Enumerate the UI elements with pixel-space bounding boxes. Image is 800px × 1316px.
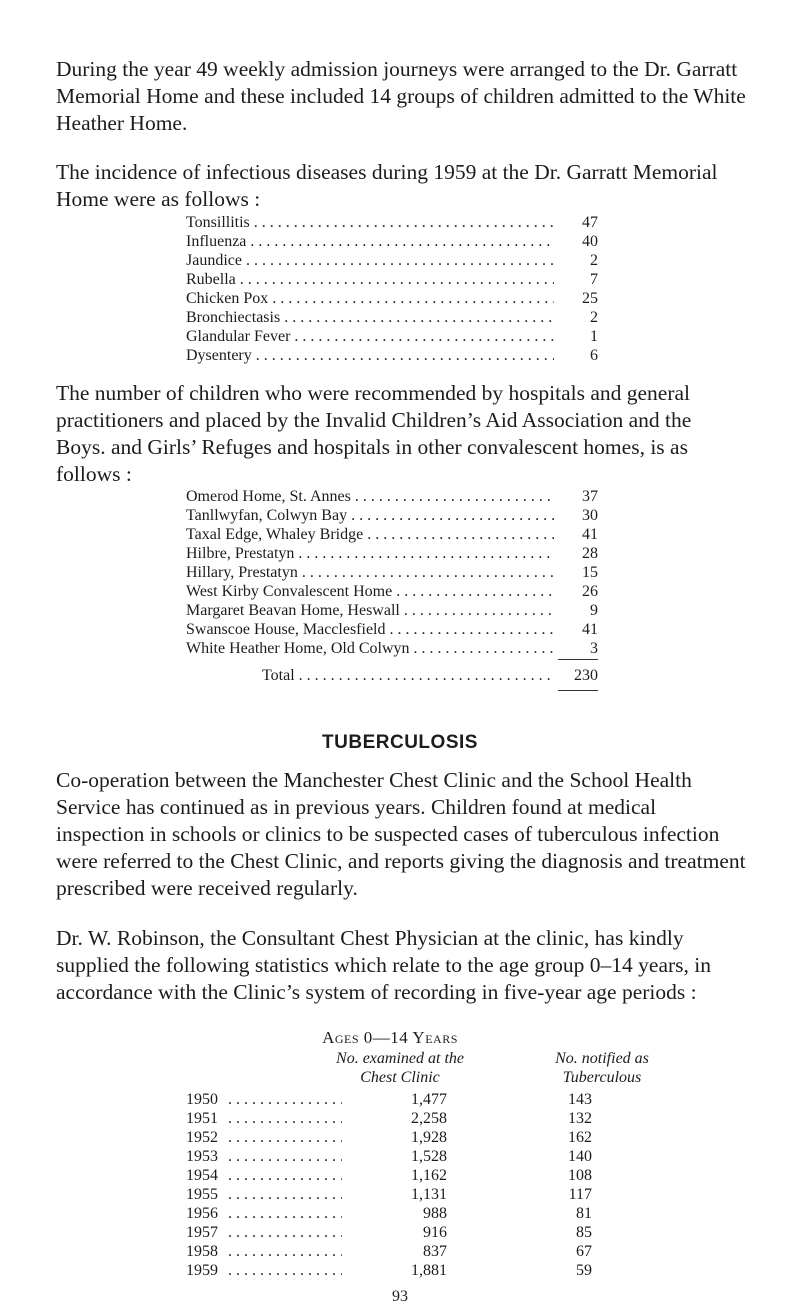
- year-cell: 1955: [186, 1186, 218, 1203]
- year-cell: 1953: [186, 1148, 218, 1165]
- list-item: [186, 620, 598, 639]
- list-item: [186, 251, 598, 270]
- year-cell: 1959: [186, 1262, 218, 1279]
- examined-cell: 1,131: [411, 1186, 447, 1203]
- examined-cell: 988: [423, 1205, 447, 1222]
- total-rule-top: [558, 659, 598, 660]
- disease-name: Tonsillitis: [186, 214, 250, 231]
- column-header-line: Tuberculous: [562, 1069, 642, 1086]
- home-name: Hillary, Prestatyn: [186, 564, 298, 581]
- notified-cell: 108: [568, 1167, 592, 1184]
- disease-name: Rubella: [186, 271, 236, 288]
- notified-cell: 143: [568, 1091, 592, 1108]
- home-name: Tanllwyfan, Colwyn Bay: [186, 507, 348, 524]
- list-item: [186, 327, 598, 346]
- list-item: [186, 563, 598, 582]
- examined-cell: 837: [423, 1243, 447, 1260]
- total-label: Total: [262, 667, 295, 684]
- list-item: [186, 544, 598, 563]
- total-value: 230: [574, 667, 598, 684]
- home-count: 15: [582, 564, 598, 581]
- examined-cell: 916: [423, 1224, 447, 1241]
- disease-count: 7: [590, 271, 598, 288]
- total-rule-bottom: [558, 690, 598, 691]
- year-cell: 1958: [186, 1243, 218, 1260]
- disease-name: Chicken Pox: [186, 290, 269, 307]
- convalescent-homes-list: [186, 487, 598, 658]
- notified-cell: 81: [576, 1205, 592, 1222]
- paragraph-infectious-diseases-intro: [56, 159, 746, 213]
- list-item: [186, 506, 598, 525]
- table-row: [186, 1261, 666, 1280]
- disease-name: Bronchiectasis: [186, 309, 281, 326]
- notified-cell: 67: [576, 1243, 592, 1260]
- home-name: Swanscoe House, Macclesfield: [186, 621, 386, 638]
- table-row: [186, 1109, 666, 1128]
- table-row: [186, 1204, 666, 1223]
- home-count: 41: [582, 526, 598, 543]
- list-item: [186, 213, 598, 232]
- table-title: Ages 0—14 Years: [322, 1028, 458, 1047]
- list-item: [186, 232, 598, 251]
- year-cell: 1952: [186, 1129, 218, 1146]
- list-item: [186, 346, 598, 365]
- paragraph-chest-clinic: [56, 767, 746, 902]
- examined-cell: 1,528: [411, 1148, 447, 1165]
- list-item: [186, 487, 598, 506]
- column-header-line: Chest Clinic: [360, 1069, 440, 1086]
- home-name: Margaret Beavan Home, Heswall: [186, 602, 400, 619]
- notified-cell: 132: [568, 1110, 592, 1127]
- disease-count: 1: [590, 328, 598, 345]
- notified-cell: 59: [576, 1262, 592, 1279]
- disease-count: 25: [582, 290, 598, 307]
- table-row: [186, 1223, 666, 1242]
- examined-cell: 1,928: [411, 1129, 447, 1146]
- list-item: [186, 525, 598, 544]
- year-cell: 1954: [186, 1167, 218, 1184]
- column-header-notified: [532, 1049, 672, 1087]
- homes-total: [262, 666, 598, 685]
- section-heading-tuberculosis: TUBERCULOSIS: [322, 732, 478, 753]
- list-item: [186, 639, 598, 658]
- disease-count: 47: [582, 214, 598, 231]
- home-name: Taxal Edge, Whaley Bridge: [186, 526, 364, 543]
- home-count: 41: [582, 621, 598, 638]
- home-name: Hilbre, Prestatyn: [186, 545, 295, 562]
- page-number: 93: [392, 1288, 408, 1305]
- notified-cell: 117: [568, 1186, 592, 1203]
- disease-name: Influenza: [186, 233, 247, 250]
- home-count: 3: [590, 640, 598, 657]
- home-count: 37: [582, 488, 598, 505]
- disease-name: Glandular Fever: [186, 328, 291, 345]
- disease-name: Dysentery: [186, 347, 252, 364]
- notified-cell: 140: [568, 1148, 592, 1165]
- paragraph-convalescent-homes-intro: [56, 380, 746, 488]
- disease-count: 2: [590, 309, 598, 326]
- home-count: 28: [582, 545, 598, 562]
- paragraph-text: Co-operation between the Manchester Chest Clinic and the School Health Service has continued as in previous years. Children found at medical inspection in schools or clinics to be suspected cases of tuberculous infection were referred to the Chest Clinic, and reports giving the diagnosis and treatment prescribed were received regularly.: [56, 768, 746, 900]
- disease-count: 40: [582, 233, 598, 250]
- year-cell: 1956: [186, 1205, 218, 1222]
- paragraph-text: During the year 49 weekly admission journeys were arranged to the Dr. Garratt Memorial Home and these included 14 groups of children admitted to the White Heather Home.: [56, 57, 746, 135]
- examined-cell: 2,258: [411, 1110, 447, 1127]
- column-header-examined: [290, 1049, 510, 1087]
- disease-name: Jaundice: [186, 252, 242, 269]
- paragraph-text: The number of children who were recommended by hospitals and general practitioners and placed by the Invalid Children’s Aid Association and the Boys. and Girls’ Refuges and hospitals in other convalescent homes, is as follows :: [56, 381, 692, 486]
- column-header-line: No. notified as: [555, 1050, 649, 1067]
- paragraph-statistics-intro: [56, 925, 746, 1006]
- table-row: [186, 1185, 666, 1204]
- home-name: West Kirby Convalescent Home: [186, 583, 393, 600]
- list-item: [186, 308, 598, 327]
- examined-cell: 1,881: [411, 1262, 447, 1279]
- year-cell: 1957: [186, 1224, 218, 1241]
- year-cell: 1950: [186, 1091, 218, 1108]
- home-name: White Heather Home, Old Colwyn: [186, 640, 410, 657]
- total-row: [262, 666, 598, 685]
- table-row: [186, 1242, 666, 1261]
- paragraph-admission-journeys: [56, 56, 746, 137]
- infectious-diseases-list: [186, 213, 598, 365]
- table-row: [186, 1128, 666, 1147]
- home-count: 26: [582, 583, 598, 600]
- year-cell: 1951: [186, 1110, 218, 1127]
- disease-count: 6: [590, 347, 598, 364]
- table-row: [186, 1090, 666, 1109]
- examined-cell: 1,162: [411, 1167, 447, 1184]
- paragraph-text: Dr. W. Robinson, the Consultant Chest Physician at the clinic, has kindly supplied the following statistics which relate to the age group 0–14 years, in accordance with the Clinic’s system of recording in five-year age periods :: [56, 926, 712, 1004]
- paragraph-text: The incidence of infectious diseases during 1959 at the Dr. Garratt Memorial Home were as follows :: [56, 160, 718, 211]
- examined-cell: 1,477: [411, 1091, 447, 1108]
- list-item: [186, 601, 598, 620]
- home-name: Omerod Home, St. Annes: [186, 488, 351, 505]
- table-row: [186, 1147, 666, 1166]
- home-count: 30: [582, 507, 598, 524]
- list-item: [186, 582, 598, 601]
- list-item: [186, 289, 598, 308]
- column-header-line: No. examined at the: [336, 1050, 464, 1067]
- disease-count: 2: [590, 252, 598, 269]
- home-count: 9: [590, 602, 598, 619]
- notified-cell: 162: [568, 1129, 592, 1146]
- notified-cell: 85: [576, 1224, 592, 1241]
- table-row: [186, 1166, 666, 1185]
- list-item: [186, 270, 598, 289]
